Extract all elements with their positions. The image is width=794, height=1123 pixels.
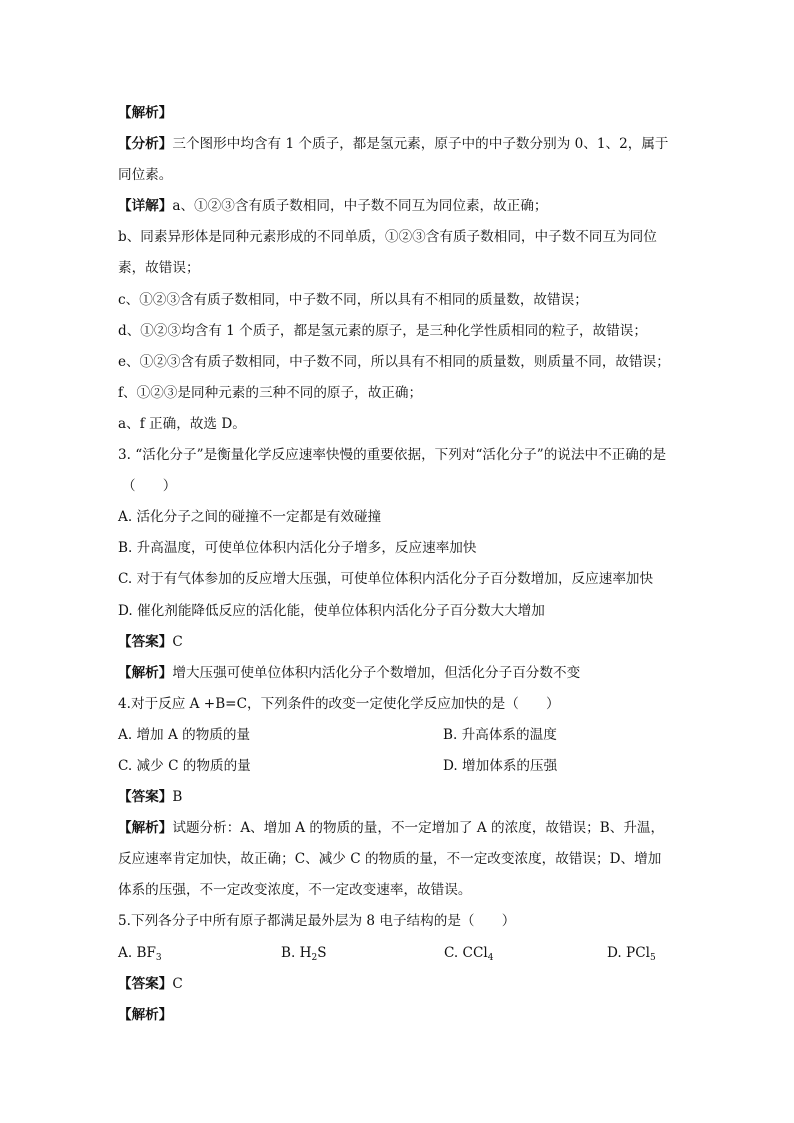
detail-item-b-cont: 素，故错误；	[118, 260, 200, 277]
detail-tag: 【详解】	[118, 198, 173, 215]
answer-value: C	[172, 975, 183, 992]
question-3-answer	[118, 627, 678, 658]
analysis-paragraph-cont: 同位素。	[118, 167, 173, 184]
question-4-explanation-cont-1: 反应速率肯定加快，故正确；C、减少 C 的物质的量，不一定改变浓度，故错误；D、增加	[118, 851, 662, 868]
section-heading-analysis: 【解析】	[118, 105, 173, 121]
detail-conclusion: a、f 正确，故选 D。	[118, 415, 246, 432]
explanation-tag: 【解析】	[118, 664, 173, 681]
question-4-explanation	[118, 813, 678, 844]
question-5-option-c: C. CCl$_4$	[444, 944, 494, 963]
explanation-tag: 【解析】	[118, 820, 173, 837]
answer-tag: 【答案】	[118, 975, 173, 992]
question-4-answer	[118, 782, 678, 813]
question-5-option-d: D. PCl$_5$	[607, 944, 656, 963]
question-4-option-c: C. 减少 C 的物质的量	[118, 757, 251, 774]
question-4-option-a: A. 增加 A 的物质的量	[118, 726, 251, 743]
question-3-paren: （ ）	[122, 478, 177, 495]
detail-item-b: b、同素异形体是同种元素形成的不同单质，①②③含有质子数相同，中子数不同互为同位	[118, 229, 657, 246]
question-4-options-ab	[118, 720, 678, 751]
analysis-text: 三个图形中均含有 1 个质子，都是氢元素，原子中的中子数分别为 0、1、2，属于	[172, 136, 669, 153]
question-5-explanation-heading: 【解析】	[118, 1006, 173, 1023]
document-page	[118, 98, 678, 1031]
question-3-explanation	[118, 658, 678, 689]
detail-item-f: f、①②③是同种元素的三种不同的原子，故正确；	[118, 384, 423, 401]
question-3: 3. “活化分子”是衡量化学反应速率快慢的重要依据，下列对“活化分子”的说法中不正确的是	[118, 447, 667, 464]
question-4-option-b: B. 升高体系的温度	[443, 726, 557, 743]
question-3-option-b: B. 升高温度，可使单位体积内活化分子增多，反应速率加快	[118, 540, 477, 557]
question-4-option-d: D. 增加体系的压强	[443, 757, 558, 774]
answer-value: C	[172, 633, 183, 650]
detail-item-e: e、①②③含有质子数相同，中子数不同，所以具有不相同的质量数，则质量不同，故错误；	[118, 353, 670, 370]
question-3-option-a: A. 活化分子之间的碰撞不一定都是有效碰撞	[118, 509, 382, 526]
answer-tag: 【答案】	[118, 789, 173, 806]
question-5-options	[118, 938, 678, 969]
detail-text: a、①②③含有质子数相同，中子数不同互为同位素，故正确；	[172, 198, 548, 215]
answer-tag: 【答案】	[118, 633, 173, 650]
detail-item-c: c、①②③含有质子数相同，中子数不同，所以具有不相同的质量数，故错误；	[118, 291, 588, 308]
answer-value: B	[172, 789, 183, 806]
question-5: 5.下列各分子中所有原子都满足最外层为 8 电子结构的是（ ）	[118, 913, 516, 930]
explanation-text: 增大压强可使单位体积内活化分子个数增加，但活化分子百分数不变	[172, 664, 581, 681]
question-3-option-d: D. 催化剂能降低反应的活化能，使单位体积内活化分子百分数大大增加	[118, 602, 545, 619]
question-4-explanation-cont-2: 体系的压强，不一定改变浓度，不一定改变速率，故错误。	[118, 882, 472, 899]
detail-item-d: d、①②③均含有 1 个质子，都是氢元素的原子，是三种化学性质相同的粒子，故错误；	[118, 322, 647, 339]
question-4-options-cd	[118, 751, 678, 782]
analysis-tag: 【分析】	[118, 136, 173, 153]
question-4: 4.对于反应 A +B=C，下列条件的改变一定使化学反应加快的是（ ）	[118, 695, 560, 712]
detail-paragraph	[118, 191, 678, 222]
analysis-paragraph	[118, 129, 678, 160]
explanation-text: 试题分析：A、增加 A 的物质的量，不一定增加了 A 的浓度，故错误；B、升温，	[172, 820, 665, 837]
question-5-option-a: A. $BF_3$	[118, 944, 162, 963]
question-5-option-b: B. $H_2S$	[281, 944, 327, 963]
question-5-answer	[118, 969, 678, 1000]
question-3-option-c: C. 对于有气体参加的反应增大压强，可使单位体积内活化分子百分数增加，反应速率加快	[118, 571, 654, 588]
